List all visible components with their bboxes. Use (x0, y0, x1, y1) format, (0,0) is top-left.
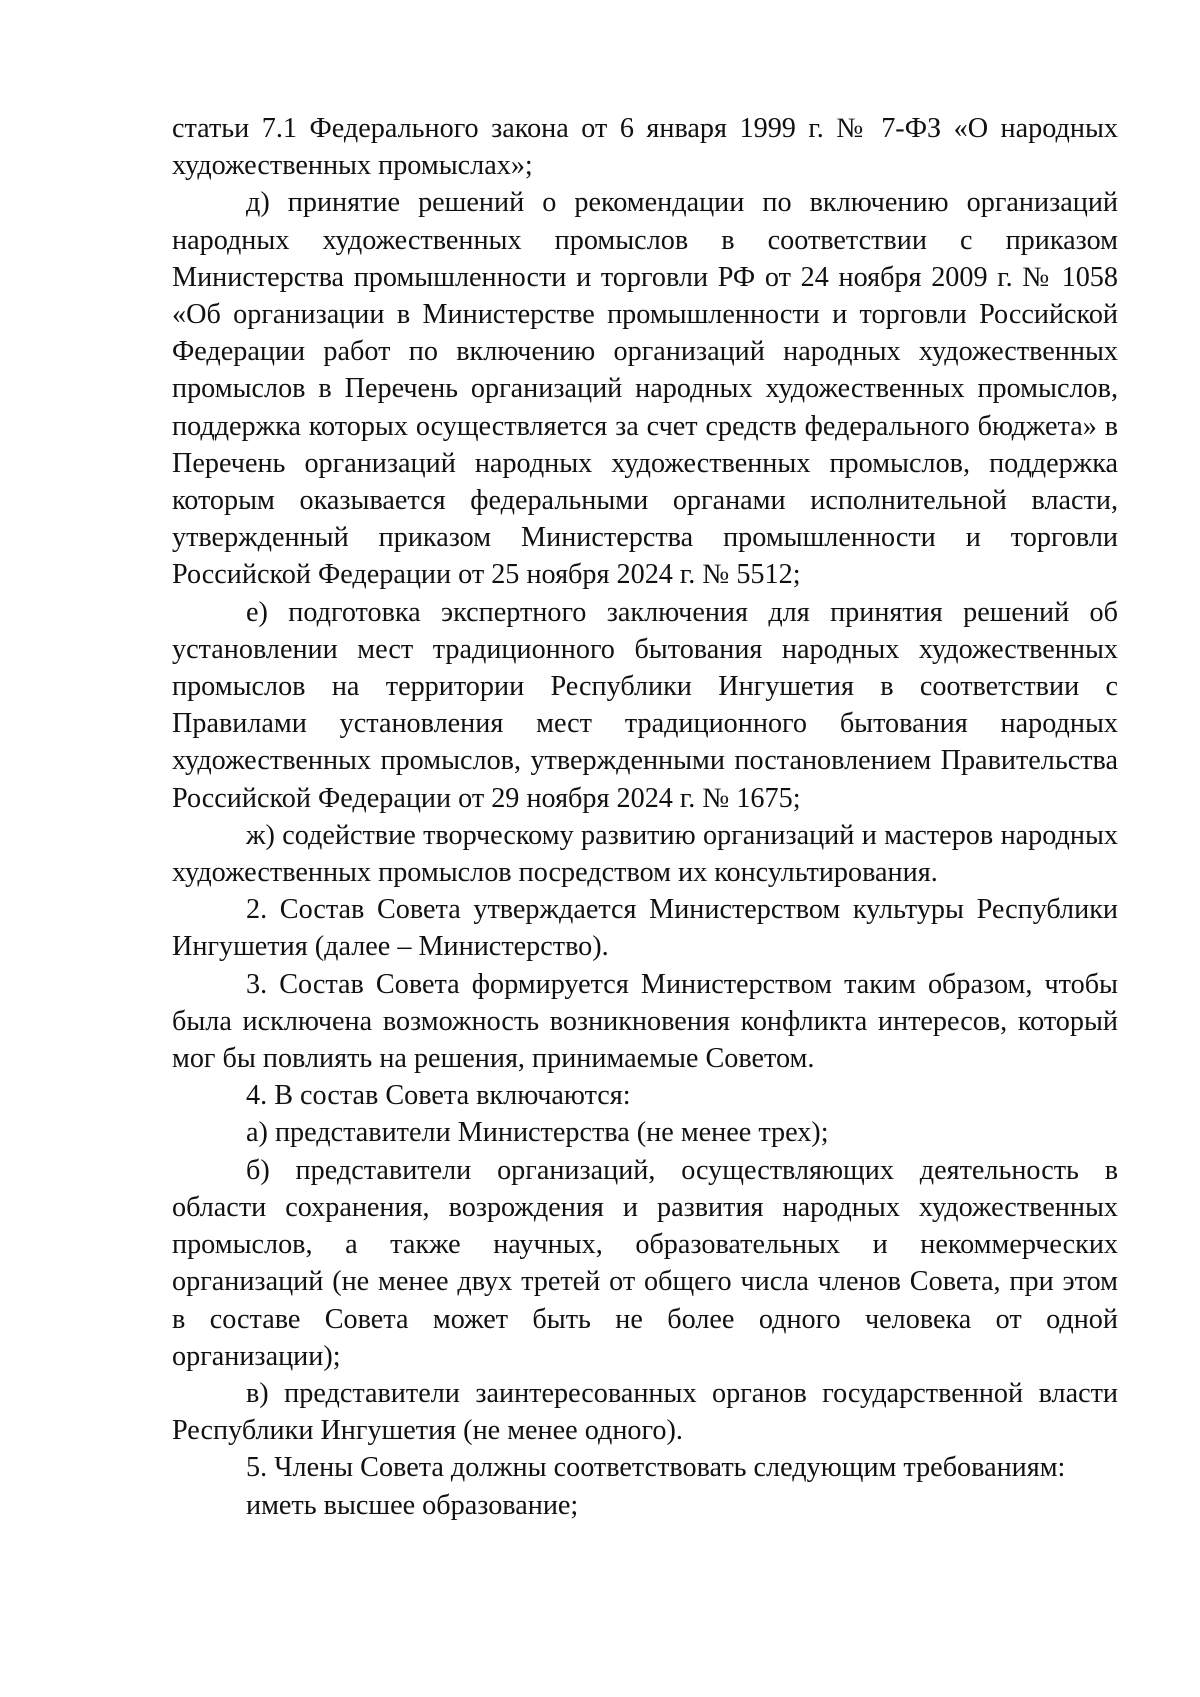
paragraph-4-item-v: в) представители заинтересованных органов государственной власти Республики Ингушетия (не менее одного). (172, 1377, 1118, 1447)
paragraph-4-item-a: а) представители Министерства (не менее трех); (246, 1117, 829, 1149)
paragraph-continuation: статьи 7.1 Федерального закона от 6 января 1999 г. № 7-ФЗ «О народных художественных промыслах»; (172, 113, 1118, 182)
paragraph-5: 5. Члены Совета должны соответствовать следующим требованиям: (246, 1452, 1066, 1484)
paragraph-item-e: е) подготовка экспертного заключения для принятия решений об установлении мест традиционного бытования народных художественных промыслов на территории Республики Ингушетия в соответствии с Правилами установления мест традиционного бытования народных художественных промыслов, утвержденными постановлением Правительства Российской Федерации от 29 ноября 2024 г. № 1675; (172, 596, 1118, 814)
document-body (172, 110, 1118, 1524)
paragraph-3: 3. Состав Совета формируется Министерством таким образом, чтобы была исключена возможность возникновения конфликта интересов, который мог бы повлиять на решения, принимаемые Советом. (172, 968, 1118, 1075)
paragraph-2: 2. Состав Совета утверждается Министерством культуры Республики Ингушетия (далее – Министерство). (172, 894, 1118, 963)
paragraph-4-item-b: б) представители организаций, осуществляющих деятельность в области сохранения, возрождения и развития народных художественных промыслов, а также научных, образовательных и некоммерческих организаций (не менее двух третей от общего числа членов Совета, при этом в составе Совета может быть не более одного человека от одной организации); (172, 1154, 1118, 1372)
paragraph-item-d: д) принятие решений о рекомендации по включению организаций народных художественных промыслов в соответствии с приказом Министерства промышленности и торговли РФ от 24 ноября 2009 г. № 1058 «Об организации в Министерстве промышленности и торговли Российской Федерации работ по включению организаций народных художественных промыслов в Перечень организаций народных художественных промыслов, поддержка которых осуществляется за счет средств федерального бюджета» в Перечень организаций народных художественных промыслов, поддержка которым оказывается федеральными органами исполнительной власти, утвержденный приказом Министерства промышленности и торговли Российской Федерации от 25 ноября 2024 г. № 5512; (172, 187, 1118, 591)
paragraph-item-zh: ж) содействие творческому развитию организаций и мастеров народных художественных промыслов посредством их консультирования. (172, 819, 1118, 889)
paragraph-4: 4. В состав Совета включаются: (246, 1080, 631, 1112)
paragraph-5-requirement: иметь высшее образование; (246, 1489, 579, 1521)
